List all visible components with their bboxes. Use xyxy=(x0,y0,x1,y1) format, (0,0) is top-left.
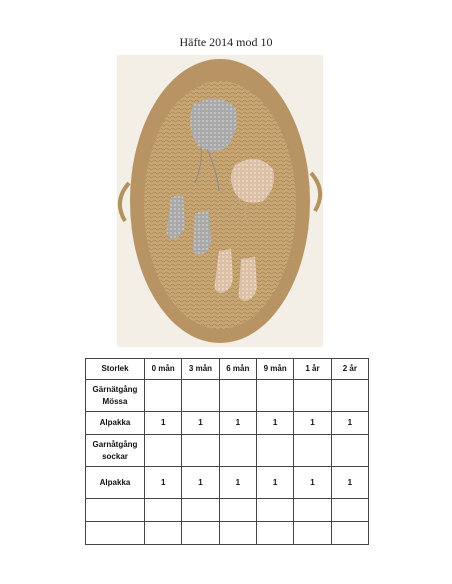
peach-sock-right xyxy=(239,257,257,301)
header-cell: 9 mån xyxy=(256,359,293,380)
row-label: Alpakka xyxy=(86,467,145,499)
table-cell xyxy=(331,380,368,412)
table-cell xyxy=(294,522,331,545)
table-row xyxy=(86,412,369,435)
table-cell xyxy=(145,380,182,412)
table-cell xyxy=(294,380,331,412)
table-cell xyxy=(331,522,368,545)
table-cell xyxy=(219,380,256,412)
basket-handle-left xyxy=(120,183,129,221)
table-cell xyxy=(294,435,331,467)
table-cell: 1 xyxy=(219,467,256,499)
table-row xyxy=(86,499,369,522)
table-cell: 1 xyxy=(256,467,293,499)
header-cell: 2 år xyxy=(331,359,368,380)
table-cell: 1 xyxy=(145,412,182,435)
row-label xyxy=(86,499,145,522)
table-cell xyxy=(256,499,293,522)
table-cell xyxy=(256,435,293,467)
basket-handle-right xyxy=(311,173,320,211)
table-cell xyxy=(182,499,219,522)
table-cell xyxy=(256,522,293,545)
table-row xyxy=(86,467,369,499)
table-cell: 1 xyxy=(256,412,293,435)
table-cell xyxy=(182,435,219,467)
table-row xyxy=(86,380,369,412)
table-cell xyxy=(294,499,331,522)
table-row xyxy=(86,435,369,467)
table-cell: 1 xyxy=(331,467,368,499)
table-cell: 1 xyxy=(145,467,182,499)
basket-illustration xyxy=(117,55,323,347)
table-cell xyxy=(331,435,368,467)
table-cell xyxy=(182,522,219,545)
row-label: Alpakka xyxy=(86,412,145,435)
table-cell xyxy=(182,380,219,412)
header-cell: 6 mån xyxy=(219,359,256,380)
table-cell xyxy=(145,499,182,522)
row-label: Gärnätgång Mössa xyxy=(86,380,145,412)
table-cell: 1 xyxy=(182,467,219,499)
table-cell: 1 xyxy=(294,467,331,499)
table-cell: 1 xyxy=(294,412,331,435)
table-cell: 1 xyxy=(331,412,368,435)
header-cell: 1 år xyxy=(294,359,331,380)
row-label: Garnåtgång sockar xyxy=(86,435,145,467)
table-cell xyxy=(219,522,256,545)
table-row xyxy=(86,522,369,545)
table-cell xyxy=(331,499,368,522)
table-header-row xyxy=(86,359,369,380)
table-cell: 1 xyxy=(219,412,256,435)
table-cell xyxy=(256,380,293,412)
row-label xyxy=(86,522,145,545)
page-title: Häfte 2014 mod 10 xyxy=(179,35,273,49)
size-table xyxy=(85,358,369,545)
table-cell: 1 xyxy=(182,412,219,435)
header-cell: 3 mån xyxy=(182,359,219,380)
table-cell xyxy=(145,522,182,545)
table-cell xyxy=(145,435,182,467)
header-cell: Storlek xyxy=(86,359,145,380)
table-cell xyxy=(219,499,256,522)
header-cell: 0 mån xyxy=(145,359,182,380)
grey-sock-right xyxy=(193,211,211,255)
product-photo xyxy=(117,55,323,347)
table-cell xyxy=(219,435,256,467)
